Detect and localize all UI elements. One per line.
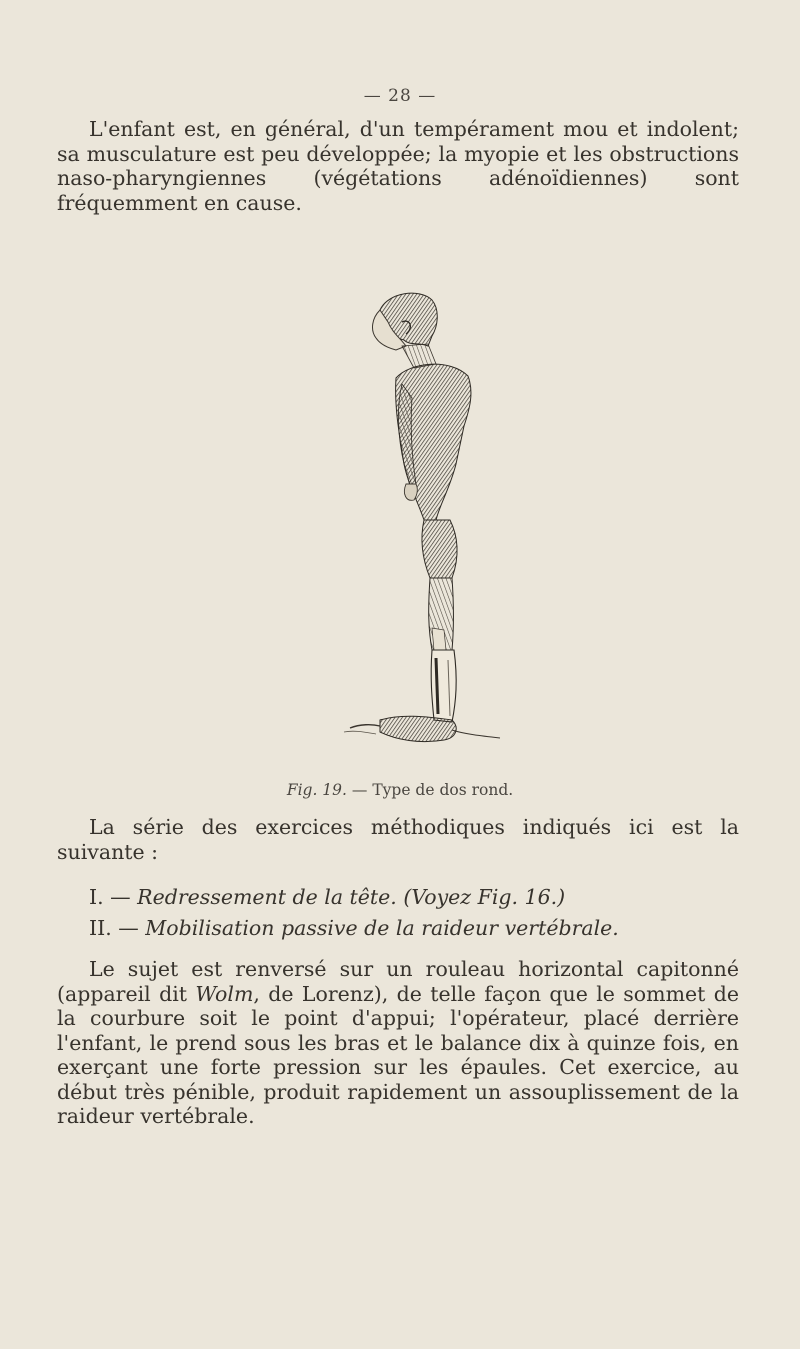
figure-caption-text: — Type de dos rond.: [351, 781, 514, 799]
intro-paragraph: L'enfant est, en général, d'un tempérament mou et indolent; sa musculature est peu développée; la myopie et les obstructions naso-pharyngiennes (végétations adénoïdiennes) sont fréquemment en cause.: [57, 117, 739, 215]
device-name: Wolm: [195, 981, 254, 1006]
figure-caption-ref: Fig. 19.: [286, 781, 347, 799]
figure-caption: [0, 781, 800, 799]
serie-paragraph: La série des exercices méthodiques indiqués ici est la suivante :: [57, 815, 739, 864]
round-back-figure-drawing: [340, 288, 540, 776]
exercise-item: [89, 885, 749, 909]
figure-illustration: [340, 288, 540, 776]
exercise-text-before: Le sujet est renversé sur un rouleau horizontal capitonné (appareil dit: [57, 957, 739, 1006]
exercise-title: Mobilisation passive de la raideur vertébrale.: [145, 916, 619, 940]
exercise-description-paragraph: [57, 957, 739, 1129]
exercise-numeral: II. —: [89, 916, 139, 940]
page-number: — 28 —: [363, 86, 437, 106]
exercise-text-after: , de Lorenz), de telle façon que le sommet de la courbure soit le point d'appui; l'opérateur, placé derrière l'enfant, le prend sous les bras et le balance dix à quinze fois, en exerçant une forte pression sur les épaules. Cet exercice, au début très pénible, produit rapidement un assouplissement de la raideur vertébrale.: [57, 981, 739, 1128]
exercise-title: Redressement de la tête. (Voyez Fig. 16.): [137, 885, 566, 909]
exercise-numeral: I. —: [89, 885, 131, 909]
exercise-item: [89, 916, 749, 940]
